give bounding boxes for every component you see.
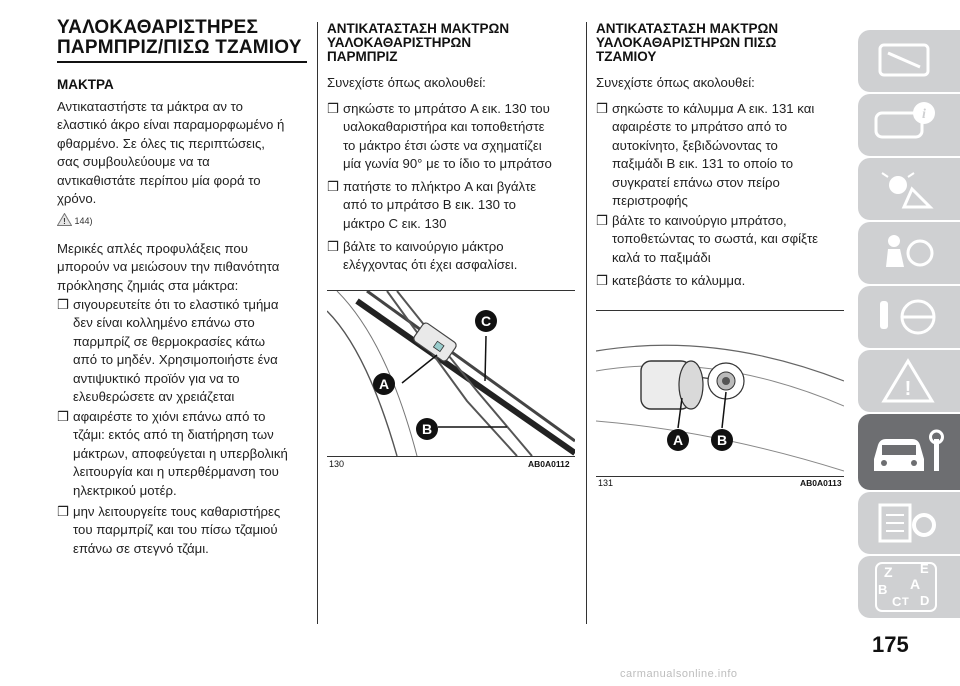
column-divider (586, 22, 587, 624)
steering-wheel-icon (868, 287, 948, 347)
text-line: κατεβάστε το κάλυμμα. (612, 273, 746, 288)
text-line: σηκώστε το μπράτσο A εικ. 130 του (343, 101, 550, 116)
label-a: A (378, 376, 390, 392)
car-wrench-icon (864, 417, 954, 487)
text-line: πρόκλησης ζημιάς στα μάκτρα: (57, 277, 239, 293)
text-line: αφαιρέστε το χιόνι επάνω από το (73, 409, 266, 424)
bullet-box-icon: ❒ (57, 504, 69, 519)
index-letter: A (910, 576, 921, 592)
svg-text:!: ! (63, 217, 66, 226)
text-line: ηλεκτρικού μοτέρ. (73, 482, 177, 498)
figure-number: 130 (329, 459, 345, 469)
svg-text:!: ! (904, 378, 912, 400)
text-line: επάνω σε στεγνό τζάμι. (73, 540, 209, 556)
text-line: Αντικαταστήστε τα μάκτρα αν το (57, 99, 243, 114)
text-line: μπορούν να μειώσουν την πιθανότητα (57, 259, 280, 275)
warning-lights-icon (868, 159, 948, 219)
text-line: σηκώστε το κάλυμμα A εικ. 131 και (612, 101, 815, 116)
tab-knowing-the-car[interactable] (858, 94, 960, 156)
wiper-blade-illustration (327, 291, 575, 456)
text-line: λειτουργία και η υπερθέρμανση του (73, 464, 279, 480)
text-line: πατήστε το πλήκτρο A και βγάλτε (343, 179, 537, 194)
text-line: φθαρμένο. Σε όλες τις περιπτώσεις, (57, 135, 265, 151)
text-line: από το μπράτσο B εικ. 130 το (343, 197, 516, 213)
chapter-title (57, 18, 307, 63)
text-line: τζάμι: εκτός από τη διατήρηση των (73, 427, 274, 443)
figure-130 (327, 290, 575, 457)
label-b: B (421, 421, 433, 437)
heading-line: ΤΖΑΜΙΟΥ (596, 49, 657, 64)
svg-text:i: i (922, 107, 926, 122)
section-heading-blades: ΜΑΚΤΡΑ (57, 77, 114, 92)
heading-line: ΑΝΤΙΚΑΤΑΣΤΑΣΗ ΜΑΚΤΡΩΝ (327, 21, 510, 36)
tab-starting-driving[interactable] (858, 286, 960, 348)
text-line: βάλτε το καινούργιο μπράτσο, (612, 213, 787, 228)
text-line: από το μηδέν. Χρησιμοποιήστε ένα (73, 352, 278, 368)
section-heading-rear-wiper (596, 22, 846, 64)
label-a: A (672, 432, 684, 448)
text-line: υαλοκαθαριστήρα και τοποθετήστε (343, 119, 545, 135)
heading-line: ΥΑΛΟΚΑΘΑΡΙΣΤΗΡΩΝ ΠΙΣΩ (596, 35, 777, 50)
text-line: σας συμβουλεύουμε να τα (57, 154, 210, 170)
text-line: παρμπρίζ σε θερμοκρασίες κάτω (73, 333, 266, 349)
bullet-item (596, 100, 857, 210)
label-b: B (716, 432, 728, 448)
text-line: περιστροφής (612, 193, 688, 209)
rear-wiper-illustration (596, 311, 844, 476)
bullet-box-icon: ❒ (57, 409, 69, 424)
bullet-box-icon: ❒ (596, 213, 608, 228)
index-letter: D (920, 593, 930, 608)
heading-line: ΑΝΤΙΚΑΤΑΣΤΑΣΗ ΜΑΚΤΡΩΝ (596, 21, 779, 36)
text-line: συγκρατεί επάνω στον πείρο (612, 174, 780, 190)
text-line: αφαιρέστε το μπράτσο από το (612, 119, 788, 135)
tab-emergency[interactable] (858, 350, 960, 412)
section-heading-front-wiper (327, 22, 577, 64)
bullet-item (57, 296, 318, 406)
text-line: του παρμπρίζ και του πίσω τζαμιού (73, 522, 278, 538)
bullet-item (327, 178, 588, 233)
paragraph-replace-advice (57, 98, 312, 208)
paragraph-precautions (57, 240, 312, 295)
heading-line: ΥΑΛΟΚΑΘΑΡΙΣΤΗΡΩΝ (327, 35, 472, 50)
warning-triangle-icon (57, 213, 72, 226)
intro-text: Συνεχίστε όπως ακολουθεί: (327, 75, 486, 90)
bullet-box-icon: ❒ (57, 297, 69, 312)
index-letter: E (920, 561, 929, 576)
tab-safety[interactable] (858, 222, 960, 284)
text-line: τοποθετώντας το σωστά, και σφίξτε (612, 231, 819, 247)
text-line: ελέγχοντας ότι έχει ασφαλίσει. (343, 257, 518, 273)
text-line: χρόνο. (57, 191, 97, 207)
text-line: αυτοκίνητο, ξεβιδώνοντας το (612, 137, 778, 153)
index-letter: C (892, 594, 902, 609)
bullet-item (57, 408, 318, 500)
tab-instruments[interactable] (858, 158, 960, 220)
tab-technical-data[interactable] (858, 492, 960, 554)
bullet-box-icon: ❒ (596, 101, 608, 116)
column-divider (317, 22, 318, 624)
warning-number: 144) (74, 216, 93, 226)
text-line: μία γωνία 90° με το ίδιο το μπράτσο (343, 156, 552, 172)
tab-dashboard[interactable] (858, 30, 960, 92)
text-line: μην λειτουργείτε τους καθαριστήρες (73, 504, 281, 519)
bullet-item (327, 238, 588, 275)
text-line: βάλτε το καινούργιο μάκτρο (343, 239, 504, 254)
bullet-box-icon: ❒ (596, 273, 608, 288)
tab-maintenance-active[interactable] (858, 414, 960, 490)
text-line: σιγουρευτείτε ότι το ελαστικό τμήμα (73, 297, 279, 312)
text-line: μάκτρο C εικ. 130 (343, 215, 447, 231)
tab-index[interactable] (858, 556, 960, 618)
index-letter: B (878, 582, 888, 597)
page-number: 175 (872, 632, 909, 657)
text-line: ελευθερώσετε αν χρειάζεται (73, 389, 235, 405)
chapter-title-line2: ΠΑΡΜΠΡΙΖ/ΠΙΣΩ ΤΖΑΜΙΟΥ (57, 37, 302, 58)
bullet-box-icon: ❒ (327, 179, 339, 194)
tech-data-gear-icon (868, 493, 948, 553)
text-line: αντικαθιστάτε περίπου μία φορά το (57, 172, 261, 188)
figure-code: AB0A0112 (528, 459, 570, 469)
bullet-item (327, 100, 588, 174)
figure-131 (596, 310, 844, 477)
airbag-seat-icon (868, 223, 948, 283)
emergency-triangle-icon (868, 351, 948, 411)
index-letter: T (902, 596, 909, 608)
text-line: δεν είναι κολλημένο επάνω στο (73, 315, 255, 331)
bullet-item (596, 272, 857, 290)
figure-code: AB0A0113 (800, 478, 842, 488)
bullet-box-icon: ❒ (327, 239, 339, 254)
bullet-item (596, 212, 857, 267)
chapter-title-line1: ΥΑΛΟΚΑΘΑΡΙΣΤΗΡΕΣ (57, 17, 259, 38)
text-line: αντιψυκτικό προϊόν για να το (73, 370, 240, 386)
index-letter: Z (884, 564, 893, 580)
text-line: καλά το παξιμάδι (612, 249, 711, 265)
text-line: Μερικές απλές προφυλάξεις που (57, 241, 248, 256)
bullet-box-icon: ❒ (327, 101, 339, 116)
label-c: C (480, 313, 492, 329)
text-line: μάκτρων, αποφεύγεται η υπερβολική (73, 445, 288, 461)
intro-text: Συνεχίστε όπως ακολουθεί: (596, 75, 755, 90)
dashboard-car-icon (868, 31, 948, 91)
heading-line: ΠΑΡΜΠΡΙΖ (327, 49, 398, 64)
car-info-icon (868, 95, 948, 155)
text-line: ελαστικό άκρο είναι παραμορφωμένο ή (57, 117, 285, 133)
text-line: παξιμάδι B εικ. 131 το οποίο το (612, 156, 794, 172)
bullet-item (57, 503, 318, 558)
watermark: carmanualsonline.info (620, 668, 738, 680)
figure-number: 131 (598, 478, 614, 488)
warning-reference (57, 213, 93, 226)
text-line: το μάκτρο έτσι ώστε να σχηματίζει (343, 137, 542, 153)
